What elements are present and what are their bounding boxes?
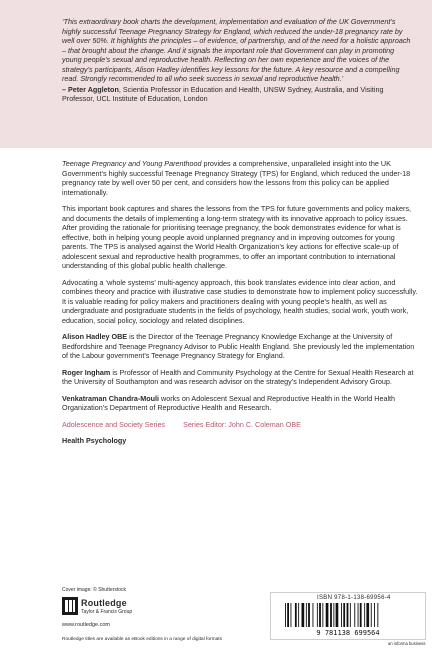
publisher-name: Routledge [81,598,127,608]
endorsement-author-detail: , Scientia Professor in Education and Health, UNSW Sydney, Australia, and Visiting Professor, UCL Institute of Education, London [62,84,384,103]
author-bio-2 [62,368,422,387]
description-paragraph-1-text: provides a comprehensive, unparalleled insight into the UK Government’s highly successful Teenage Pregnancy Strategy (TPS) for England, which reduced the under-18 pregnancy rate by well over 50 per cent, and considers how the lessons from this policy can be applied internationally. [62,159,411,197]
barcode-bar [371,603,372,627]
cover-image-credit: Cover image: © Shutterstock [62,587,126,593]
author-bio-3 [62,394,422,413]
routledge-logo-icon [62,597,78,615]
informa-tagline: an informa business [388,641,426,646]
endorsement-box [0,0,432,148]
barcode-bar [343,603,345,627]
author-name-1: Alison Hadley OBE [62,332,128,341]
endorsement-attribution [62,85,414,104]
series-line [62,420,422,430]
description-paragraph-3: Advocating a ‘whole systems’ multi-agency approach, this book translates evidence into clear action, and combines theory and practice with illustrative case studies to demonstrate how to implement policy successfully. It is valuable reading for policy makers and practitioners dealing with young people’s health, as well as undergraduate and postgraduate students in the fields of psychology, health studies, social work, youth work, education, social policy, sociology and related disciplines. [62,277,418,325]
barcode-bar [295,603,297,627]
barcode [273,603,423,637]
author-name-3: Venkatraman Chandra-Mouli [62,393,160,403]
barcode-bar [319,603,321,627]
barcode-bar [347,603,349,627]
barcode-number: 9 781138 699564 [316,629,380,637]
series-name: Adolescence and Society Series [62,419,166,429]
barcode-bar [322,603,323,627]
barcode-bar [287,603,289,627]
barcode-bar [306,603,307,627]
barcode-bar [333,603,334,627]
barcode-bar [298,603,299,627]
description-paragraph-1 [62,159,422,197]
author-bio-2-text: is Professor of Health and Community Psychology at the Centre for Sexual Health Research at the University of Southampton and was research advisor on the strategy’s Independent Advisory Group. [62,367,414,386]
barcode-bar [317,603,318,627]
endorsement-quote: ‘This extraordinary book charts the development, implementation and evaluation of the UK Government’s highly successful Teenage Pregnancy Strategy for England, which reduced the under-18 pregnancy rate by well over 50%. It highlights the principles – of evidence, of partnership, and of the need for a holistic approach – that brought about the change. And it signals the important role that Government can play in promoting young people’s sexual and reproductive health. Reflecting on her own experience and the voices of the strategy’s participants, Alison Hadley identifies key lessons for the future. A key resource and a compelling read. Strongly recommended to all who seek success in sexual and reproductive health.’ [62,17,411,83]
barcode-bar [291,603,292,627]
publisher-url: www.routledge.com [62,622,110,628]
back-cover-description [62,159,422,453]
author-bio-1 [62,332,422,361]
endorsement-author: – Peter Aggleton [62,84,119,94]
series-editor: Series Editor: John C. Coleman OBE [183,419,301,429]
barcode-bar [285,603,286,627]
author-name-2: Roger Ingham [62,367,111,377]
barcode-bar [308,603,310,627]
publisher-group: Taylor & Francis Group [81,609,133,615]
barcode-bar [350,603,351,627]
book-title: Teenage Pregnancy and Young Parenthood [62,159,202,168]
barcode-bar [364,603,365,627]
barcode-bar [336,603,339,627]
barcode-bar [341,603,342,627]
isbn-label: ISBN 978-1-138-69956-4 [317,595,391,601]
barcode-bar [377,603,378,627]
ebook-note: Routledge titles are available as eBook editions in a range of digital formats [62,637,222,642]
author-bio-3-text: works on Adolescent Sexual and Reproductive Health in the World Health Organization’s Department of Reproductive Health and Research. [62,393,396,412]
author-bio-1-text: is the Director of the Teenage Pregnancy Knowledge Exchange at the University of Bedfordshire and Teenage Pregnancy Advisor to Public Health England. She previously led the implementation of the Labour government’s Teenage Pregnancy Strategy for England. [62,332,415,360]
subject-category: Health Psychology [62,436,127,445]
barcode-bar [366,603,369,627]
barcode-bar [302,603,305,627]
barcode-bar [313,603,314,627]
description-paragraph-2: This important book captures and shares the lessons from the TPS for future governments and policy makers, and documents the details of implementing a long-term strategy with its innovative approach to policy issues. After providing the rationale for prioritising teenage pregnancy, the book demonstrates evidence for what is effective, both in helping young people avoid unplanned pregnancy and in improving outcomes for young parents. The TPS is analysed against the World Health Organization’s key actions for effective scale-up of adolescent sexual and reproductive health programmes, to offer an important contribution to international understanding of this global public health challenge. [62,204,412,270]
barcode-bar [374,603,375,627]
isbn-barcode-box [270,592,426,640]
barcode-bar [354,603,355,627]
barcode-bar [326,603,329,627]
barcode-bar [358,603,359,627]
barcode-bar [330,603,332,627]
barcode-bar [360,603,362,627]
